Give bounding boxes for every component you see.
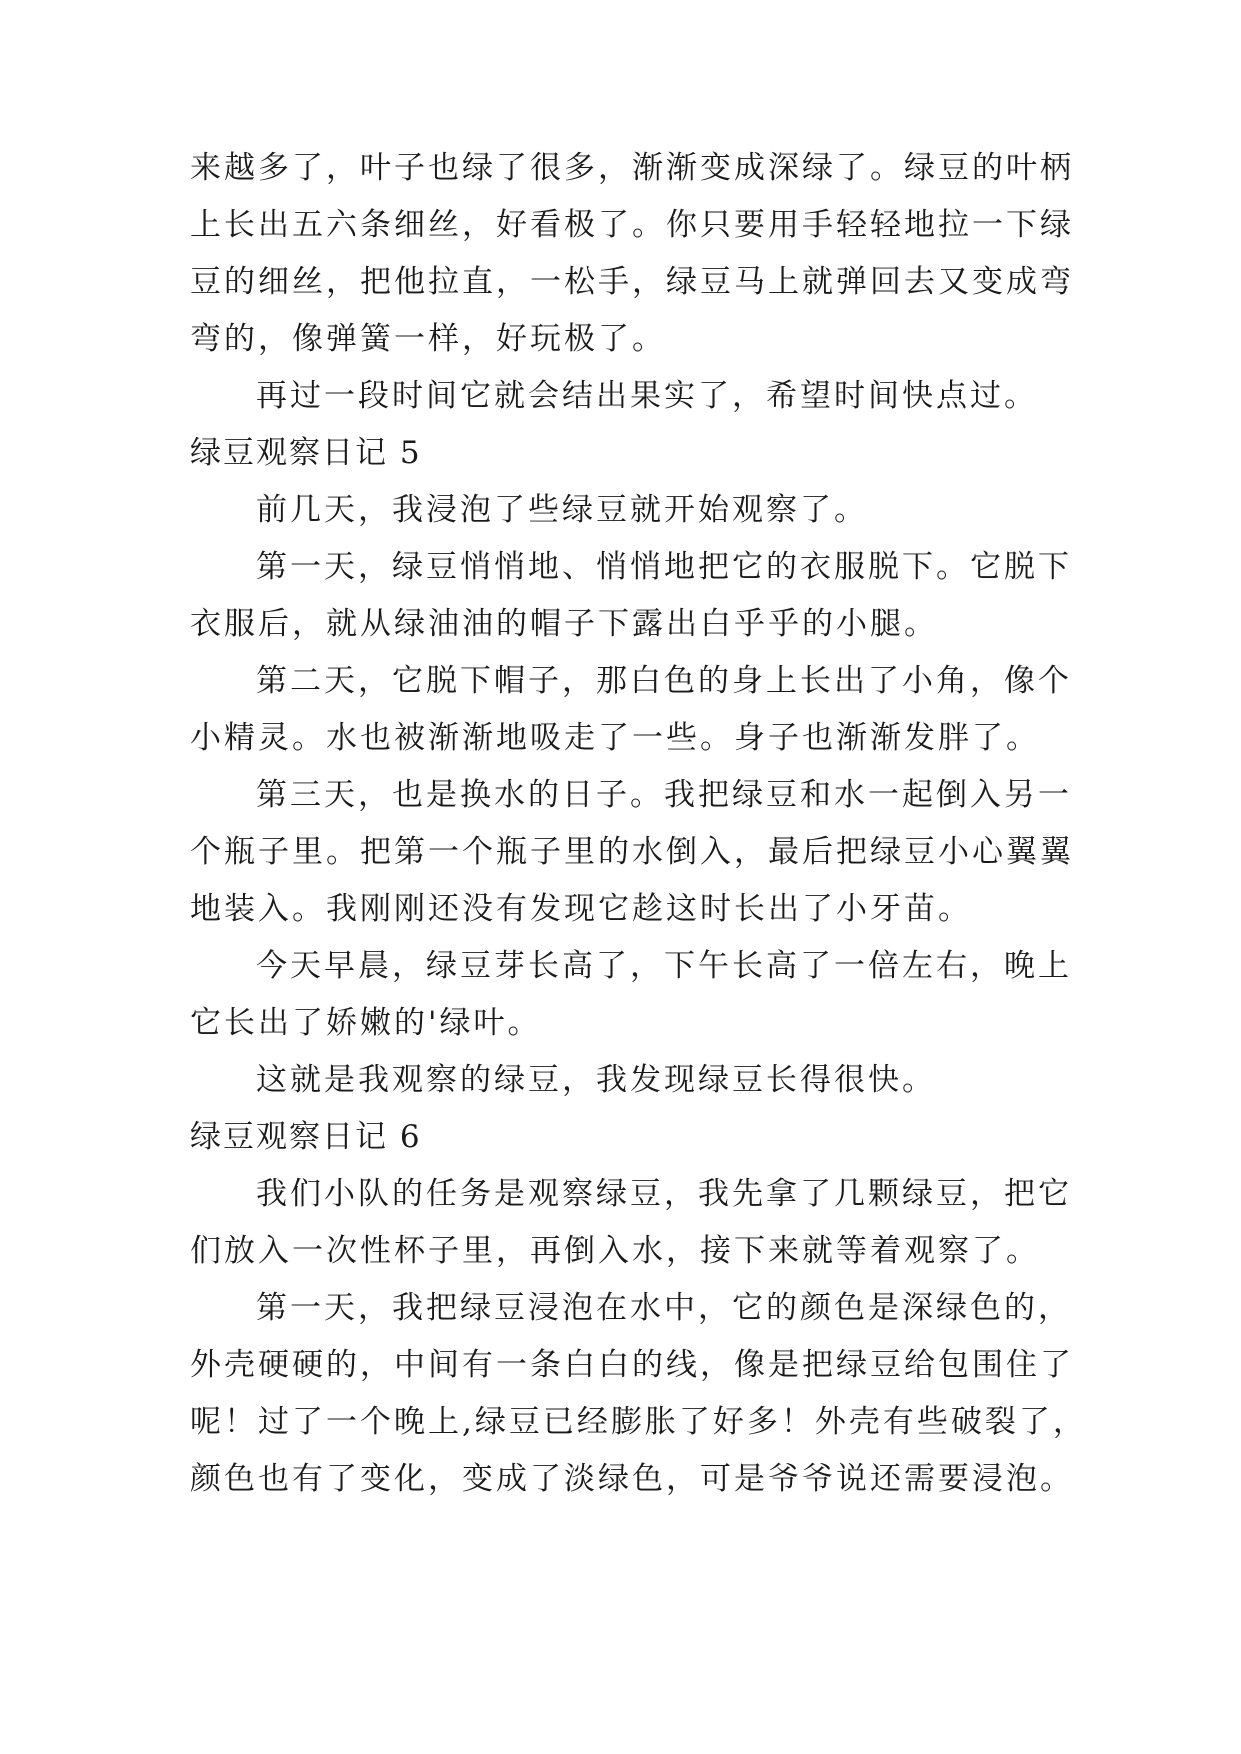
paragraph-line: 外壳硬硬的，中间有一条白白的线，像是把绿豆给包围住了 bbox=[190, 1347, 1074, 1383]
paragraph-line: 上长出五六条细丝，好看极了。你只要用手轻轻地拉一下绿 bbox=[190, 207, 1074, 243]
paragraph-line: 小精灵。水也被渐渐地吸走了一些。身子也渐渐发胖了。 bbox=[190, 720, 1040, 756]
paragraph-line: 前几天，我浸泡了些绿豆就开始观察了。 bbox=[256, 492, 868, 528]
paragraph-line: 衣服后，就从绿油油的帽子下露出白乎乎的小腿。 bbox=[190, 606, 938, 642]
paragraph-line: 我们小队的任务是观察绿豆，我先拿了几颗绿豆，把它 bbox=[256, 1176, 1072, 1212]
paragraph-line: 再过一段时间它就会结出果实了，希望时间快点过。 bbox=[256, 378, 1038, 414]
paragraph-line: 这就是我观察的绿豆，我发现绿豆长得很快。 bbox=[256, 1062, 936, 1098]
paragraph-line: 来越多了，叶子也绿了很多，渐渐变成深绿了。绿豆的叶柄 bbox=[190, 150, 1074, 186]
paragraph-line: 地装入。我刚刚还没有发现它趁这时长出了小牙苗。 bbox=[190, 891, 972, 927]
paragraph-line: 第一天，我把绿豆浸泡在水中，它的颜色是深绿色的， bbox=[256, 1290, 1072, 1326]
paragraph-line: 豆的细丝，把他拉直，一松手，绿豆马上就弹回去又变成弯 bbox=[190, 264, 1074, 300]
paragraph-line: 第二天，它脱下帽子，那白色的身上长出了小角，像个 bbox=[256, 663, 1072, 699]
paragraph-line: 弯的，像弹簧一样，好玩极了。 bbox=[190, 321, 666, 357]
paragraph-line: 们放入一次性杯子里，再倒入水，接下来就等着观察了。 bbox=[190, 1233, 1040, 1269]
section-heading: 绿豆观察日记 5 bbox=[190, 435, 422, 471]
paragraph-line: 它长出了娇嫩的'绿叶。 bbox=[190, 1005, 542, 1041]
paragraph-line: 个瓶子里。把第一个瓶子里的水倒入，最后把绿豆小心翼翼 bbox=[190, 834, 1074, 870]
paragraph-line: 呢！过了一个晚上,绿豆已经膨胀了好多！外壳有些破裂了， bbox=[190, 1404, 1087, 1440]
section-heading: 绿豆观察日记 6 bbox=[190, 1119, 422, 1155]
paragraph-line: 第三天，也是换水的日子。我把绿豆和水一起倒入另一 bbox=[256, 777, 1072, 813]
paragraph-line: 颜色也有了变化，变成了淡绿色，可是爷爷说还需要浸泡。 bbox=[190, 1461, 1074, 1497]
paragraph-line: 第一天，绿豆悄悄地、悄悄地把它的衣服脱下。它脱下 bbox=[256, 549, 1072, 585]
paragraph-line: 今天早晨，绿豆芽长高了，下午长高了一倍左右，晚上 bbox=[256, 948, 1072, 984]
